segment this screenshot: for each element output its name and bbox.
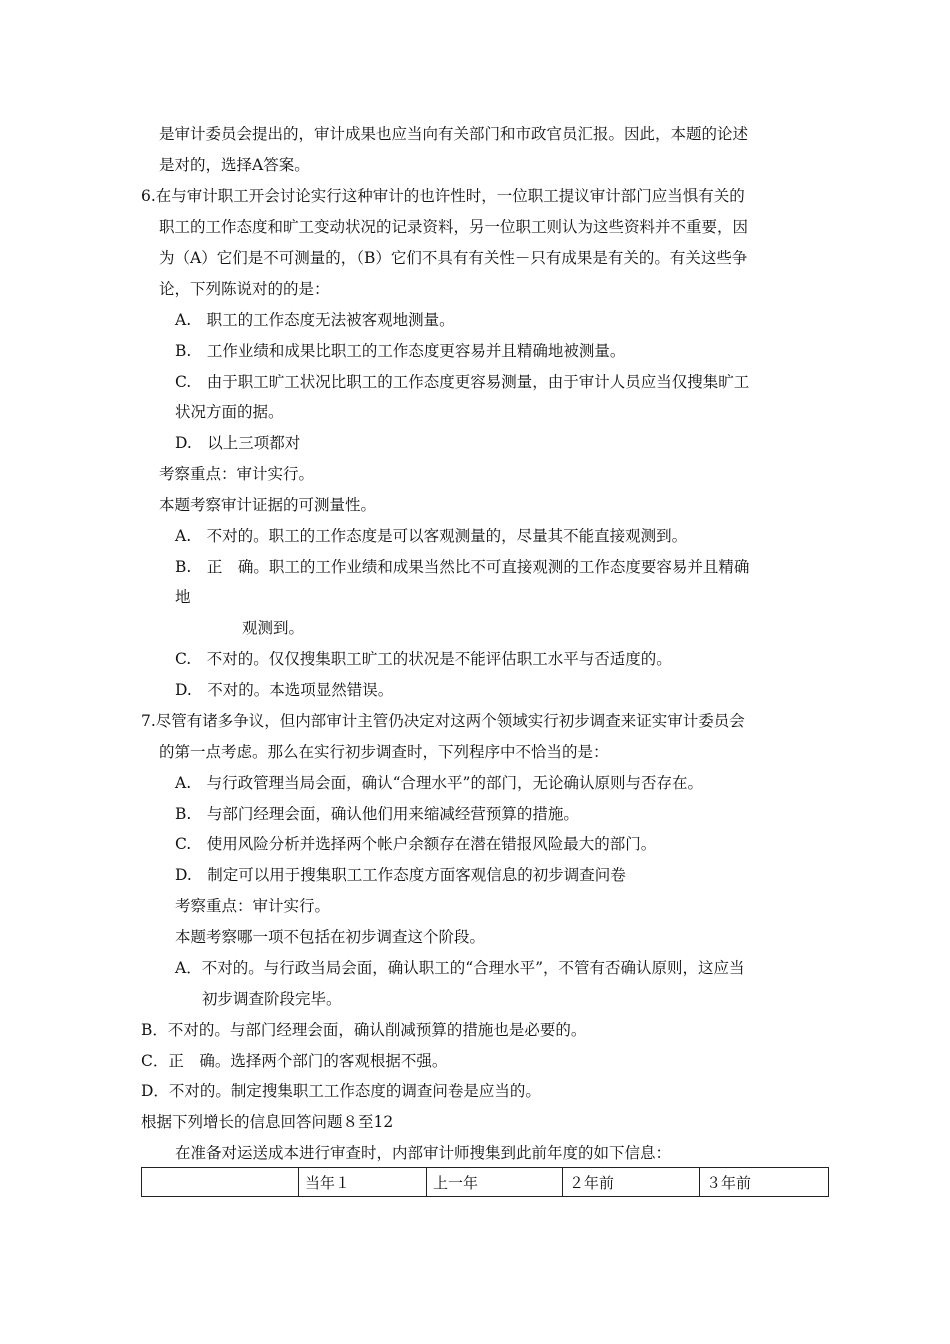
text-line: 为（A）它们是不可测量的，（B）它们不具有有关性－只有成果是有关的。有关这些争 (159, 249, 748, 267)
table-cell: 上一年 (427, 1168, 563, 1197)
table-cell (142, 1168, 299, 1197)
answer-d: D. 不对的。本选项显然错误。 (175, 681, 394, 699)
answer-b: B. 正 确。职工的工作业绩和成果当然比不可直接观测的工作态度要容易并且精确 (175, 558, 750, 576)
answer-d: D．不对的。制定搜集职工工作态度的调查问卷是应当的。 (141, 1082, 541, 1100)
table-cell: 当年１ (299, 1168, 427, 1197)
text-line: 职工的工作态度和旷工变动状况的记录资料，另一位职工则认为这些资料并不重要，因 (159, 218, 749, 236)
answer-a: A．不对的。与行政当局会面，确认职工的“合理水平”，不管有否确认原则，这应当 (175, 959, 745, 977)
text-line: 本题考察哪一项不包括在初步调查这个阶段。 (175, 928, 486, 946)
key-point: 考察重点：审计实行。 (159, 465, 315, 483)
answer-b: B．不对的。与部门经理会面，确认削减预算的措施也是必要的。 (141, 1021, 587, 1039)
question-6: 6.在与审计职工开会讨论实行这种审计的也许性时，一位职工提议审计部门应当惧有关的 (141, 187, 745, 205)
table-cell: ３年前 (700, 1168, 829, 1197)
text-line: 地 (175, 588, 191, 606)
cost-info-table (141, 1167, 829, 1197)
option-d: D. 制定可以用于搜集职工工作态度方面客观信息的初步调查问卷 (175, 866, 626, 884)
text-line: 状况方面的据。 (175, 403, 284, 421)
question-7: 7.尽管有诸多争议，但内部审计主管仍决定对这两个领域实行初步调查来证实审计委员会 (141, 712, 745, 730)
text-line: 是对的，选择A答案。 (159, 156, 310, 174)
option-b: B. 工作业绩和成果比职工的工作态度更容易并且精确地被测量。 (175, 342, 626, 360)
option-b: B. 与部门经理会面，确认他们用来缩减经营预算的措施。 (175, 805, 579, 823)
text-line: 是审计委员会提出的，审计成果也应当向有关部门和市政官员汇报。因此，本题的论述 (159, 125, 749, 143)
text-line: 观测到。 (242, 619, 305, 637)
option-c: C. 使用风险分析并选择两个帐户余额存在潜在错报风险最大的部门。 (175, 835, 657, 853)
option-d: D. 以上三项都对 (175, 434, 301, 452)
key-point: 考察重点：审计实行。 (175, 897, 331, 915)
section-heading: 根据下列增长的信息回答问题８至12 (141, 1113, 394, 1131)
answer-c: C. 不对的。仅仅搜集职工旷工的状况是不能评估职工水平与否适度的。 (175, 650, 672, 668)
answer-c: C．正 确。选择两个部门的客观根据不强。 (141, 1052, 448, 1070)
table-cell: ２年前 (563, 1168, 700, 1197)
option-a: A. 与行政管理当局会面，确认“合理水平”的部门，无论确认原则与否存在。 (175, 774, 703, 792)
text-line: 论，下列陈说对的的是： (159, 280, 330, 298)
text-line: 在准备对运送成本进行审查时，内部审计师搜集到此前年度的如下信息： (175, 1144, 672, 1162)
text-line: 初步调查阶段完毕。 (202, 990, 342, 1008)
option-c: C. 由于职工旷工状况比职工的工作态度更容易测量，由于审计人员应当仅搜集旷工 (175, 373, 750, 391)
answer-a: A. 不对的。职工的工作态度是可以客观测量的，尽量其不能直接观测到。 (175, 527, 688, 545)
option-a: A. 职工的工作态度无法被客观地测量。 (175, 311, 455, 329)
text-line: 的第一点考虑。那么在实行初步调查时，下列程序中不恰当的是： (159, 743, 609, 761)
table-header-row (142, 1168, 829, 1197)
text-line: 本题考察审计证据的可测量性。 (159, 496, 377, 514)
